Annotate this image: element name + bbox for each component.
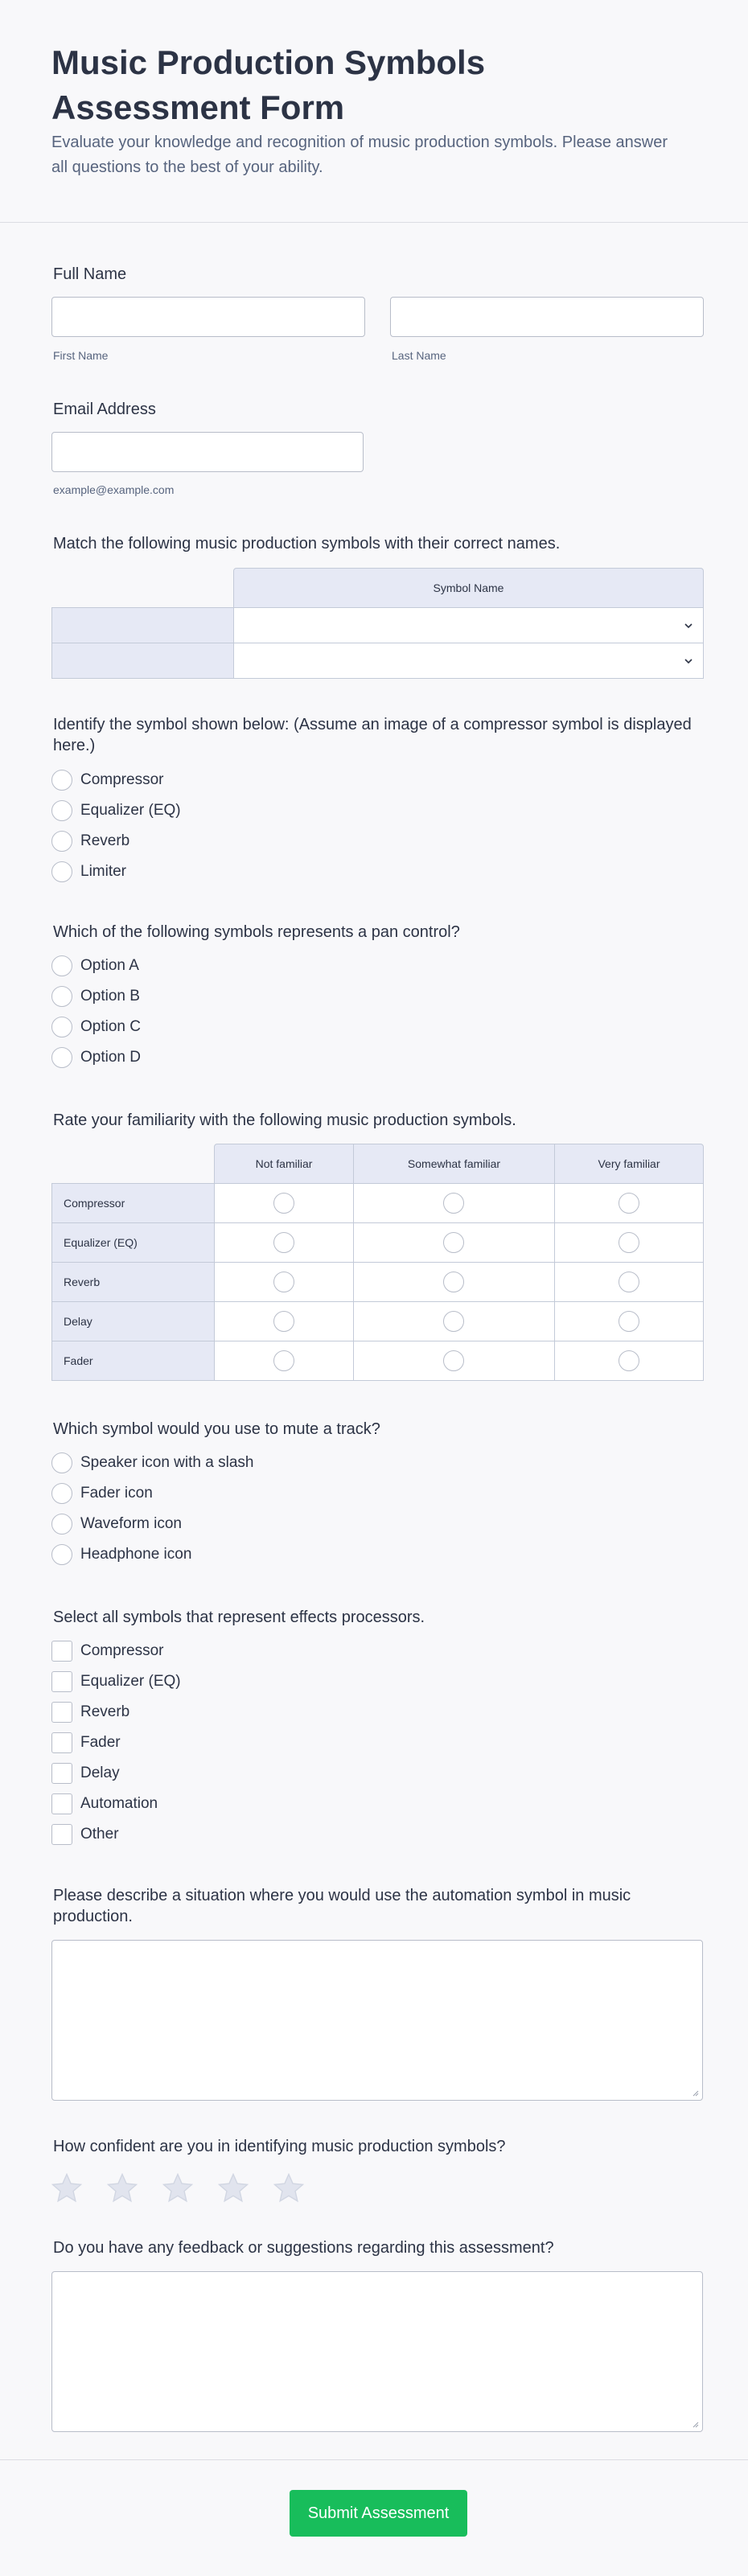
pan-radio[interactable]	[51, 986, 72, 1007]
mute-radio[interactable]	[51, 1544, 72, 1565]
pan-radio[interactable]	[51, 1017, 72, 1037]
familiarity-cell	[554, 1341, 704, 1381]
first-name-sublabel: First Name	[53, 349, 109, 362]
identify-radio[interactable]	[51, 861, 72, 882]
familiarity-cell	[554, 1301, 704, 1341]
last-name-sublabel: Last Name	[392, 349, 446, 362]
familiarity-row-header	[51, 1262, 215, 1302]
familiarity-radio[interactable]	[619, 1311, 639, 1332]
familiarity-column-header	[353, 1144, 555, 1184]
familiarity-cell	[214, 1262, 354, 1302]
effects-checkbox[interactable]	[51, 1824, 72, 1845]
effects-checkbox[interactable]	[51, 1763, 72, 1784]
identify-question-label: Identify the symbol shown below: (Assume an image of a compressor symbol is displayed here.)	[53, 716, 692, 754]
familiarity-row-header	[51, 1183, 215, 1223]
star-icon[interactable]	[50, 2171, 84, 2205]
familiarity-radio[interactable]	[443, 1232, 464, 1253]
familiarity-radio[interactable]	[273, 1311, 294, 1332]
star-icon[interactable]	[105, 2171, 139, 2205]
familiarity-cell	[554, 1262, 704, 1302]
familiarity-cell	[353, 1262, 555, 1302]
page-subtitle: Evaluate your knowledge and recognition of music production symbols. Please answer all questions to the best of your ability.	[51, 134, 668, 176]
match-column-header	[233, 568, 704, 608]
identify-option-label: Compressor	[80, 771, 164, 788]
pan-radio[interactable]	[51, 955, 72, 976]
familiarity-column-label: Somewhat familiar	[407, 1157, 501, 1170]
familiarity-radio[interactable]	[619, 1272, 639, 1292]
star-icon[interactable]	[161, 2171, 195, 2205]
familiarity-radio[interactable]	[273, 1350, 294, 1371]
familiarity-cell	[214, 1222, 354, 1263]
familiarity-row-label: Fader	[64, 1354, 93, 1367]
mute-radio[interactable]	[51, 1514, 72, 1535]
footer-divider	[0, 2459, 748, 2460]
familiarity-question-label: Rate your familiarity with the following music production symbols.	[53, 1111, 516, 1129]
effects-option-label: Equalizer (EQ)	[80, 1673, 181, 1690]
familiarity-row-header	[51, 1301, 215, 1341]
automation-textarea[interactable]	[51, 1940, 703, 2101]
familiarity-radio[interactable]	[619, 1232, 639, 1253]
identify-radio[interactable]	[51, 770, 72, 791]
familiarity-cell	[353, 1301, 555, 1341]
familiarity-cell	[353, 1341, 555, 1381]
effects-option-label: Compressor	[80, 1642, 164, 1659]
effects-checkbox[interactable]	[51, 1793, 72, 1814]
submit-button[interactable]: Submit Assessment	[290, 2490, 467, 2537]
familiarity-row-header	[51, 1222, 215, 1263]
effects-checkbox[interactable]	[51, 1641, 72, 1662]
confidence-question-label: How confident are you in identifying music production symbols?	[53, 2138, 506, 2155]
pan-option-label: Option B	[80, 988, 140, 1005]
effects-checkbox[interactable]	[51, 1671, 72, 1692]
familiarity-row-label: Delay	[64, 1315, 92, 1328]
effects-option-label: Other	[80, 1826, 119, 1843]
mute-option-label: Waveform icon	[80, 1515, 182, 1532]
familiarity-column-header	[554, 1144, 704, 1184]
automation-question-label: Please describe a situation where you would use the automation symbol in music production.	[53, 1887, 631, 1925]
familiarity-radio[interactable]	[273, 1272, 294, 1292]
match-row-header	[51, 643, 234, 679]
match-select[interactable]	[233, 607, 704, 643]
familiarity-radio[interactable]	[619, 1193, 639, 1214]
mute-radio[interactable]	[51, 1452, 72, 1473]
match-row-header	[51, 607, 234, 643]
familiarity-cell	[554, 1183, 704, 1223]
star-icon[interactable]	[272, 2171, 306, 2205]
chevron-down-icon	[684, 622, 693, 630]
email-label: Email Address	[53, 401, 156, 418]
familiarity-radio[interactable]	[619, 1350, 639, 1371]
familiarity-cell	[214, 1183, 354, 1223]
familiarity-cell	[353, 1183, 555, 1223]
familiarity-cell	[554, 1222, 704, 1263]
match-column-label: Symbol Name	[433, 581, 504, 594]
identify-radio[interactable]	[51, 831, 72, 852]
identify-option-label: Limiter	[80, 863, 127, 880]
match-question-label: Match the following music production symbols with their correct names.	[53, 535, 561, 553]
familiarity-row-label: Compressor	[64, 1197, 125, 1210]
familiarity-radio[interactable]	[443, 1193, 464, 1214]
familiarity-radio[interactable]	[443, 1350, 464, 1371]
mute-option-label: Speaker icon with a slash	[80, 1454, 254, 1471]
pan-radio[interactable]	[51, 1047, 72, 1068]
pan-question-label: Which of the following symbols represents a pan control?	[53, 923, 460, 941]
mute-option-label: Headphone icon	[80, 1546, 192, 1563]
resize-handle-icon[interactable]	[691, 2420, 699, 2428]
email-sublabel: example@example.com	[53, 483, 175, 496]
familiarity-cell	[214, 1341, 354, 1381]
last-name-input[interactable]	[390, 297, 704, 337]
form-header	[0, 0, 748, 223]
chevron-down-icon	[684, 657, 693, 665]
effects-checkbox[interactable]	[51, 1702, 72, 1723]
familiarity-radio[interactable]	[273, 1193, 294, 1214]
first-name-input[interactable]	[51, 297, 365, 337]
pan-option-label: Option A	[80, 957, 139, 974]
effects-option-label: Reverb	[80, 1703, 130, 1720]
identify-option-label: Reverb	[80, 832, 130, 849]
mute-radio[interactable]	[51, 1483, 72, 1504]
familiarity-radio[interactable]	[273, 1232, 294, 1253]
familiarity-column-header	[214, 1144, 354, 1184]
resize-handle-icon[interactable]	[691, 2089, 699, 2097]
effects-option-label: Fader	[80, 1734, 121, 1751]
familiarity-column-label: Very familiar	[598, 1157, 660, 1170]
effects-option-label: Delay	[80, 1765, 120, 1781]
effects-checkbox[interactable]	[51, 1732, 72, 1753]
familiarity-radio[interactable]	[443, 1272, 464, 1292]
familiarity-cell	[353, 1222, 555, 1263]
familiarity-row-header	[51, 1341, 215, 1381]
pan-option-label: Option C	[80, 1018, 141, 1035]
effects-question-label: Select all symbols that represent effects processors.	[53, 1608, 425, 1626]
mute-option-label: Fader icon	[80, 1485, 153, 1502]
mute-question-label: Which symbol would you use to mute a track?	[53, 1420, 380, 1438]
effects-option-label: Automation	[80, 1795, 158, 1812]
familiarity-row-label: Reverb	[64, 1276, 101, 1288]
pan-option-label: Option D	[80, 1049, 141, 1066]
identify-option-label: Equalizer (EQ)	[80, 802, 181, 819]
match-select[interactable]	[233, 643, 704, 679]
full-name-label: Full Name	[53, 265, 127, 283]
identify-radio[interactable]	[51, 800, 72, 821]
star-icon[interactable]	[216, 2171, 250, 2205]
familiarity-row-label: Equalizer (EQ)	[64, 1236, 138, 1249]
familiarity-radio[interactable]	[443, 1311, 464, 1332]
familiarity-cell	[214, 1301, 354, 1341]
email-input[interactable]	[51, 432, 364, 472]
feedback-question-label: Do you have any feedback or suggestions regarding this assessment?	[53, 2239, 554, 2257]
feedback-textarea[interactable]	[51, 2271, 703, 2432]
page-title: Music Production Symbols Assessment Form	[51, 43, 486, 126]
familiarity-column-label: Not familiar	[255, 1157, 313, 1170]
